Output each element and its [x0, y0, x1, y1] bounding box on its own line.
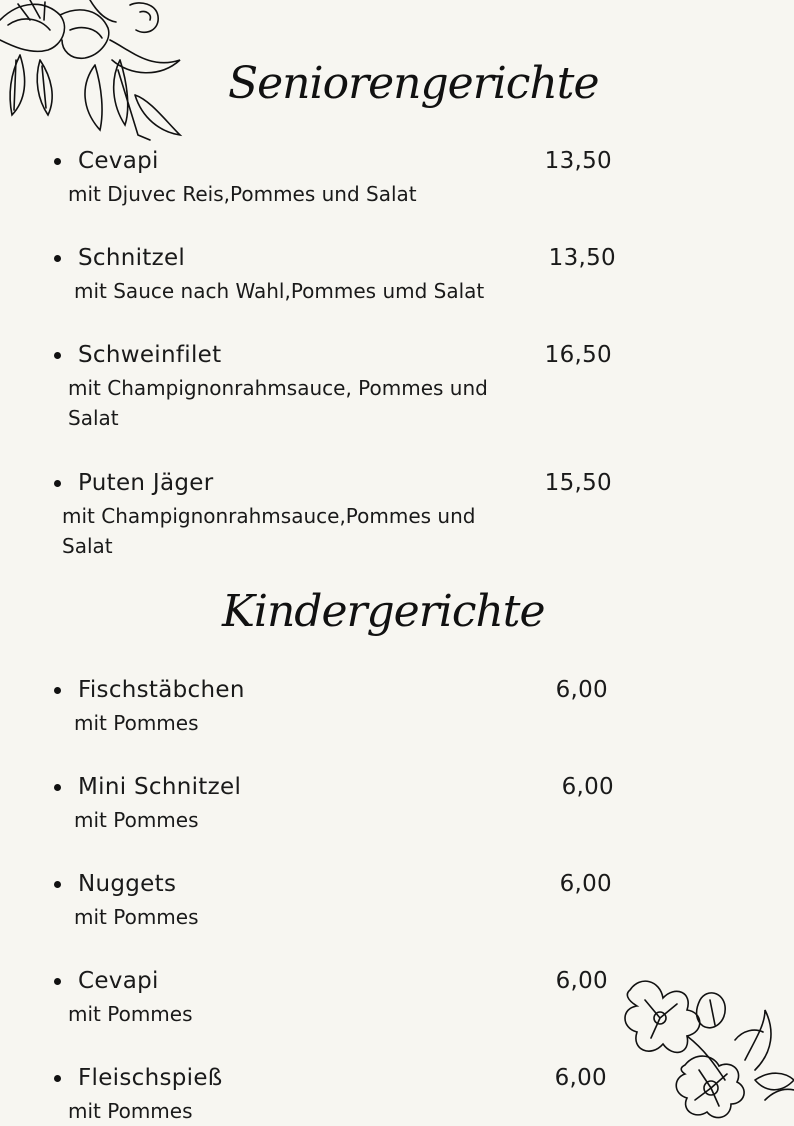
dish-name: Schnitzel [78, 245, 186, 271]
dish-price: 6,00 [554, 1065, 607, 1091]
bullet-icon [54, 1075, 61, 1082]
description-line: mit Pommes [68, 1099, 193, 1123]
bullet-icon [54, 881, 61, 888]
description-line: mit Champignonrahmsauce, Pommes und [68, 376, 488, 400]
dish-price: 6,00 [555, 968, 608, 994]
description-line: mit Djuvec Reis,Pommes und Salat [68, 182, 417, 206]
description-line: mit Pommes [74, 808, 199, 832]
dish-description [68, 373, 488, 433]
dish-name: Schweinfilet [78, 342, 222, 368]
dish-name: Nuggets [78, 871, 177, 897]
bullet-icon [54, 352, 61, 359]
dish-description [68, 1096, 193, 1126]
dish-name: Cevapi [78, 968, 159, 994]
dish-price: 16,50 [544, 342, 612, 368]
dish-description [74, 805, 199, 835]
dish-name: Puten Jäger [78, 470, 214, 496]
dish-price: 6,00 [555, 677, 608, 703]
bullet-icon [54, 784, 61, 791]
dish-price: 13,50 [544, 148, 612, 174]
dish-name: Fischstäbchen [78, 677, 245, 703]
dish-price: 6,00 [559, 871, 612, 897]
description-line: mit Pommes [74, 905, 199, 929]
description-line: mit Pommes [68, 1002, 193, 1026]
bullet-icon [54, 480, 61, 487]
bullet-icon [54, 158, 61, 165]
dish-price: 13,50 [548, 245, 616, 271]
dish-name: Mini Schnitzel [78, 774, 242, 800]
section-title-seniorengerichte: Seniorengerichte [228, 58, 599, 109]
description-line: mit Champignonrahmsauce,Pommes und [62, 504, 476, 528]
bullet-icon [54, 687, 61, 694]
bullet-icon [54, 978, 61, 985]
dish-description [74, 708, 199, 738]
dish-description [62, 501, 475, 561]
dish-name: Fleischspieß [78, 1065, 223, 1091]
description-line: Salat [68, 406, 119, 430]
floral-decoration-bottom-right [615, 970, 794, 1123]
dish-description [74, 902, 199, 932]
description-line: mit Sauce nach Wahl,Pommes umd Salat [74, 279, 485, 303]
dish-name: Cevapi [78, 148, 159, 174]
dish-description [74, 276, 484, 306]
dish-price: 6,00 [561, 774, 614, 800]
description-line: mit Pommes [74, 711, 199, 735]
dish-description [68, 179, 417, 209]
dish-description [68, 999, 193, 1029]
bullet-icon [54, 255, 61, 262]
description-line: Salat [62, 534, 113, 558]
floral-decoration-top-left [0, 0, 190, 150]
section-title-kindergerichte: Kindergerichte [222, 586, 545, 637]
dish-price: 15,50 [544, 470, 612, 496]
